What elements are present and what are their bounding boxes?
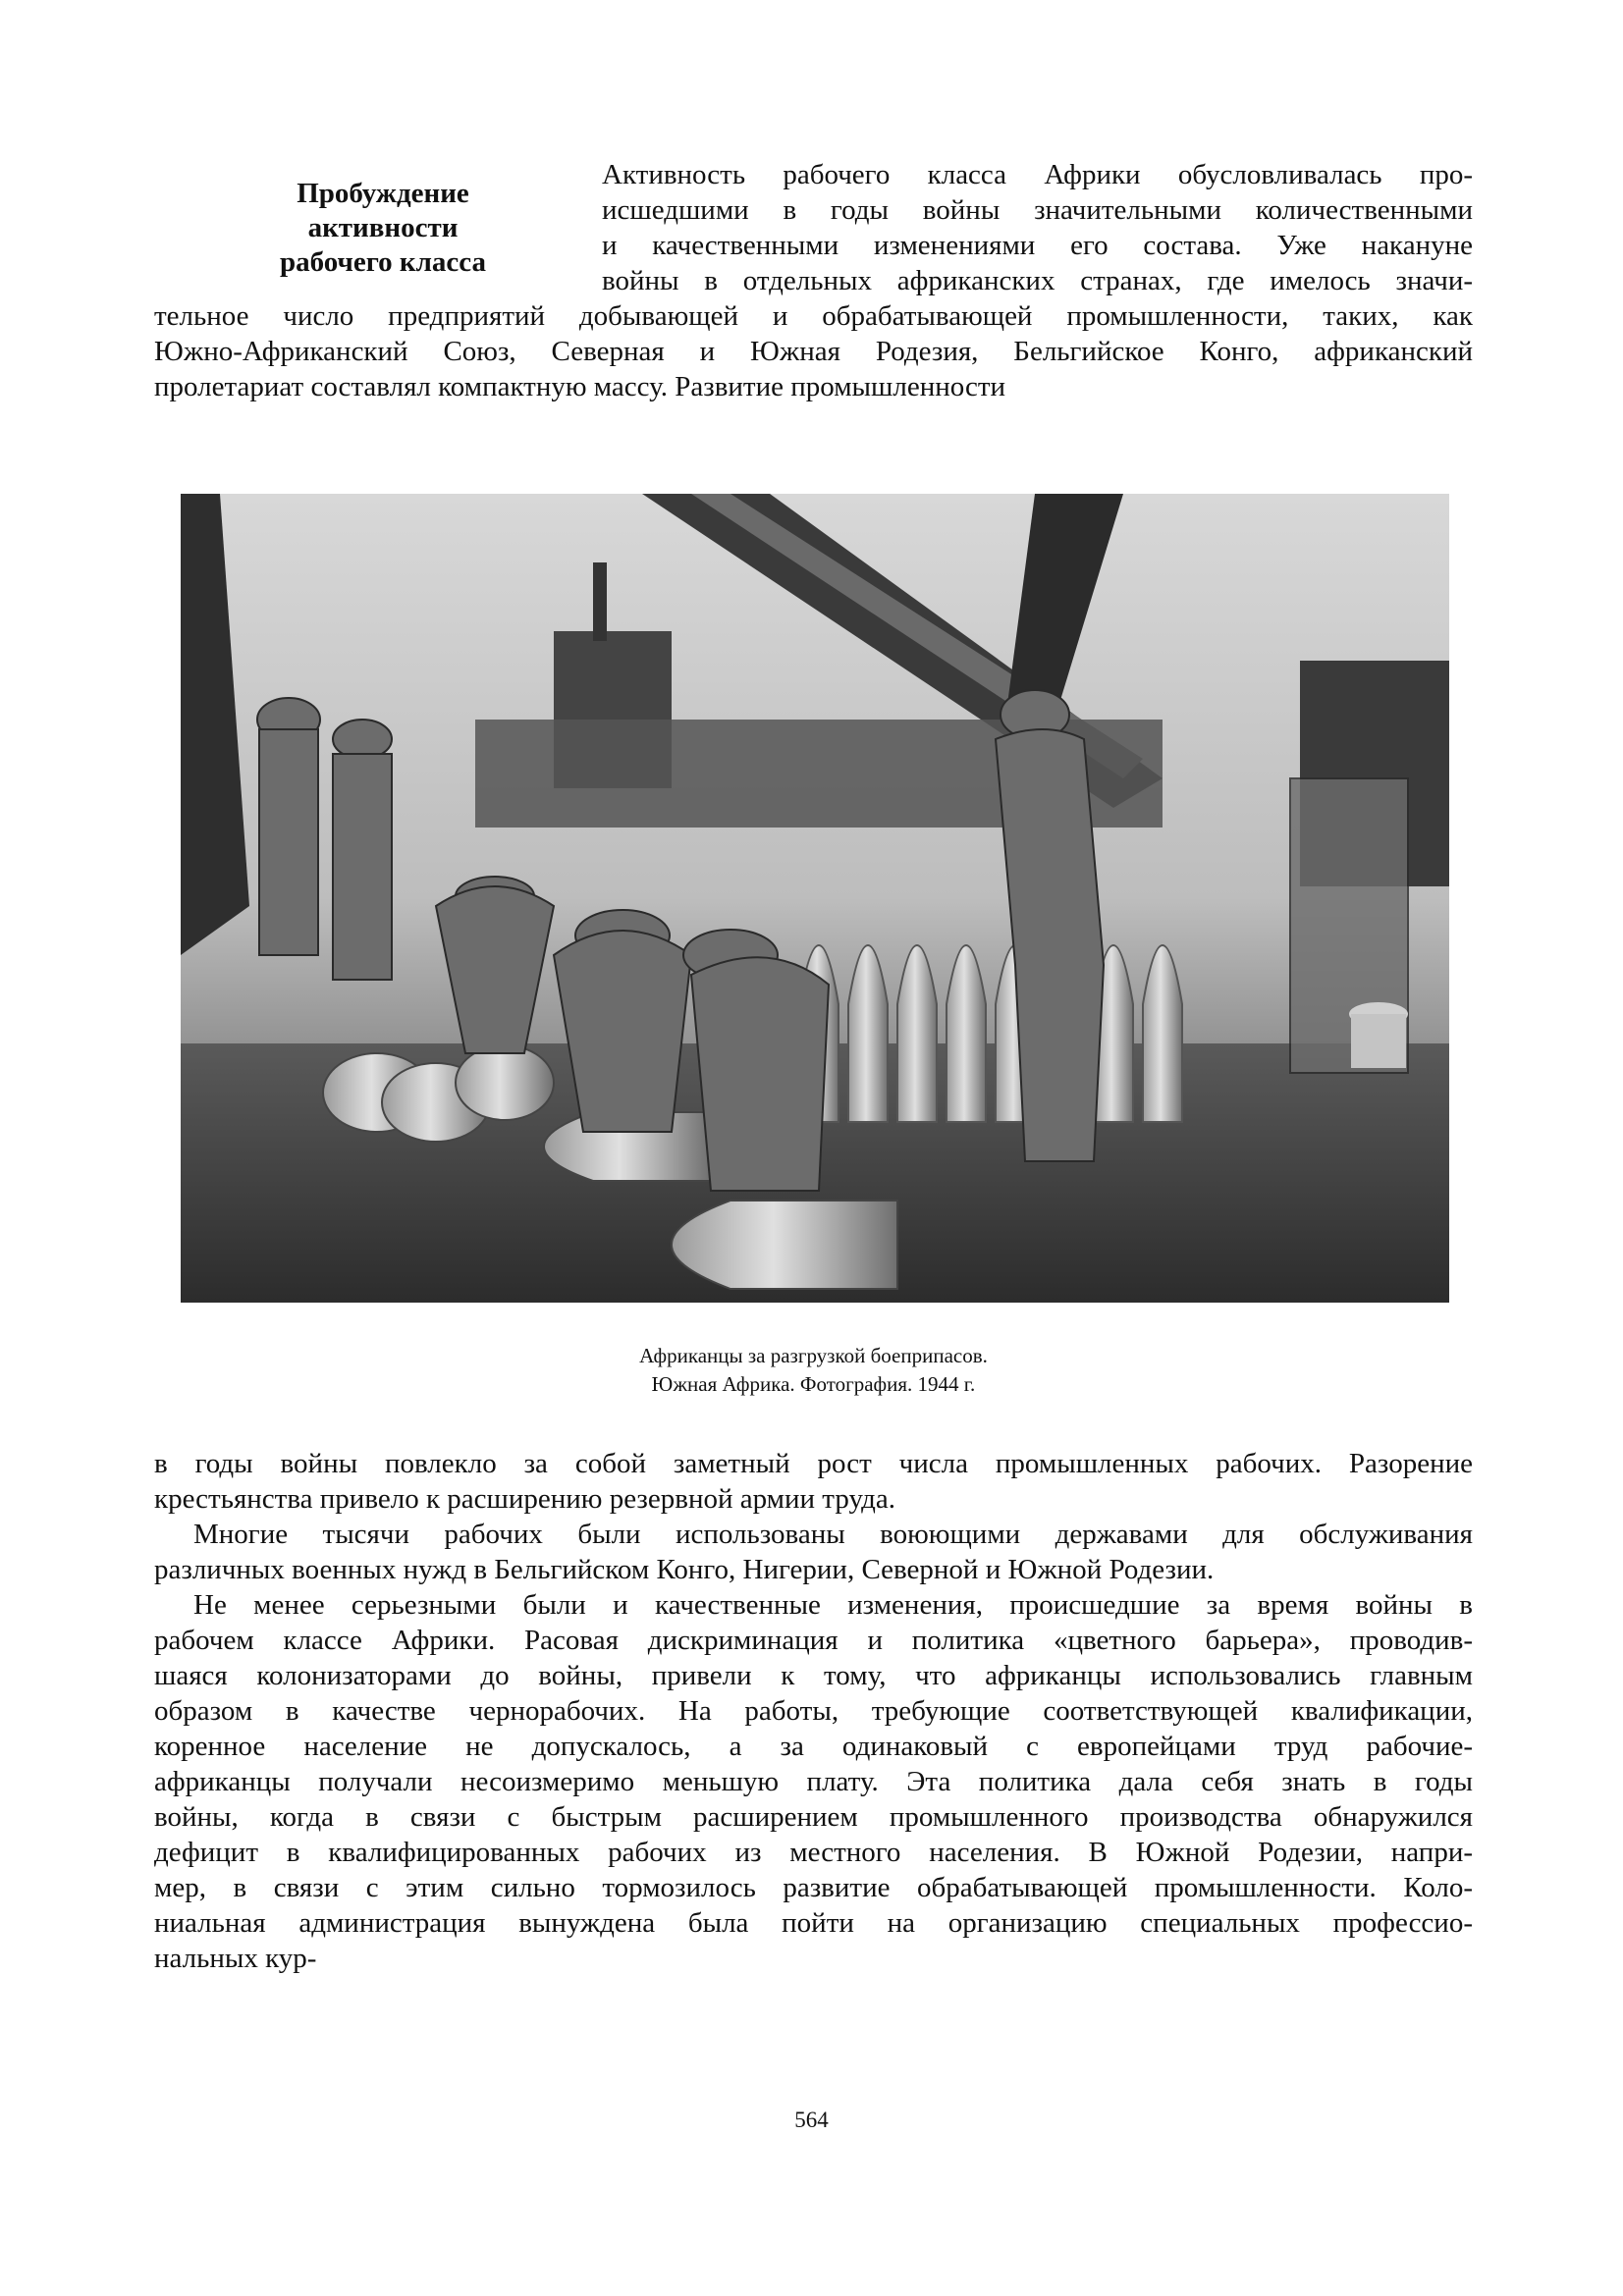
body-line: дефицит в квалифицированных рабочих из местного населения. В Южной Родезии, напри- <box>154 1837 1473 1868</box>
intro-line: и качественными изменениями его состава. Уже накануне <box>602 230 1473 261</box>
body-line: коренное население не допускалось, а за одинаковый с европейцами труд рабочие- <box>154 1731 1473 1762</box>
body-line: рабочем классе Африки. Расовая дискриминация и политика «цветного барьера», проводив- <box>154 1625 1473 1656</box>
intro-line: исшедшими в годы войны значительными количественными <box>602 194 1473 226</box>
side-heading-line-2: активности <box>307 212 459 243</box>
intro-line: войны в отдельных африканских странах, где имелось значи- <box>602 265 1473 296</box>
intro-line: Южно-Африканский Союз, Северная и Южная Родезия, Бельгийское Конго, африканский <box>154 336 1473 367</box>
body-line: ниальная администрация вынуждена была пойти на организацию специальных профессио- <box>154 1907 1473 1939</box>
body-line: Не менее серьезными были и качественные изменения, происшедшие за время войны в <box>193 1589 1473 1621</box>
body-line: образом в качестве чернорабочих. На работы, требующие соответствующей квалификации, <box>154 1695 1473 1727</box>
body-line: в годы войны повлекло за собой заметный рост числа промышленных рабочих. Разорение <box>154 1448 1473 1479</box>
body-line: войны, когда в связи с быстрым расширением промышленного производства обнаружился <box>154 1801 1473 1833</box>
body-line: различных военных нужд в Бельгийском Конго, Нигерии, Северной и Южной Родезии. <box>154 1554 1215 1585</box>
body-line: мер, в связи с этим сильно тормозилось развитие обрабатывающей промышленности. Коло- <box>154 1872 1473 1903</box>
body-line: крестьянства привело к расширению резервной армии труда. <box>154 1483 896 1515</box>
side-heading-line-1: Пробуждение <box>297 178 469 209</box>
intro-paragraph <box>154 157 1473 404</box>
intro-line: тельное число предприятий добывающей и обрабатывающей промышленности, таких, как <box>154 300 1473 332</box>
body-text <box>154 1446 1473 1976</box>
intro-line: Активность рабочего класса Африки обусловливалась про- <box>602 159 1473 190</box>
page-number: 564 <box>794 2108 829 2132</box>
intro-line: пролетариат составлял компактную массу. Развитие промышленности <box>154 371 1006 402</box>
body-line: Многие тысячи рабочих были использованы воюющими державами для обслуживания <box>193 1519 1473 1550</box>
caption-line-1: Африканцы за разгрузкой боеприпасов. <box>639 1344 988 1367</box>
figure-caption <box>154 1342 1473 1399</box>
body-line: нальных кур- <box>154 1943 317 1974</box>
historical-photograph <box>181 494 1449 1303</box>
side-heading-line-3: рабочего класса <box>280 246 486 278</box>
caption-line-2: Южная Африка. Фотография. 1944 г. <box>651 1372 976 1396</box>
body-line: шаяся колонизаторами до войны, привели к тому, что африканцы использовались главным <box>154 1660 1473 1691</box>
body-line: африканцы получали несоизмеримо меньшую плату. Эта политика дала себя знать в годы <box>154 1766 1473 1797</box>
photo-illustration <box>181 494 1449 1303</box>
